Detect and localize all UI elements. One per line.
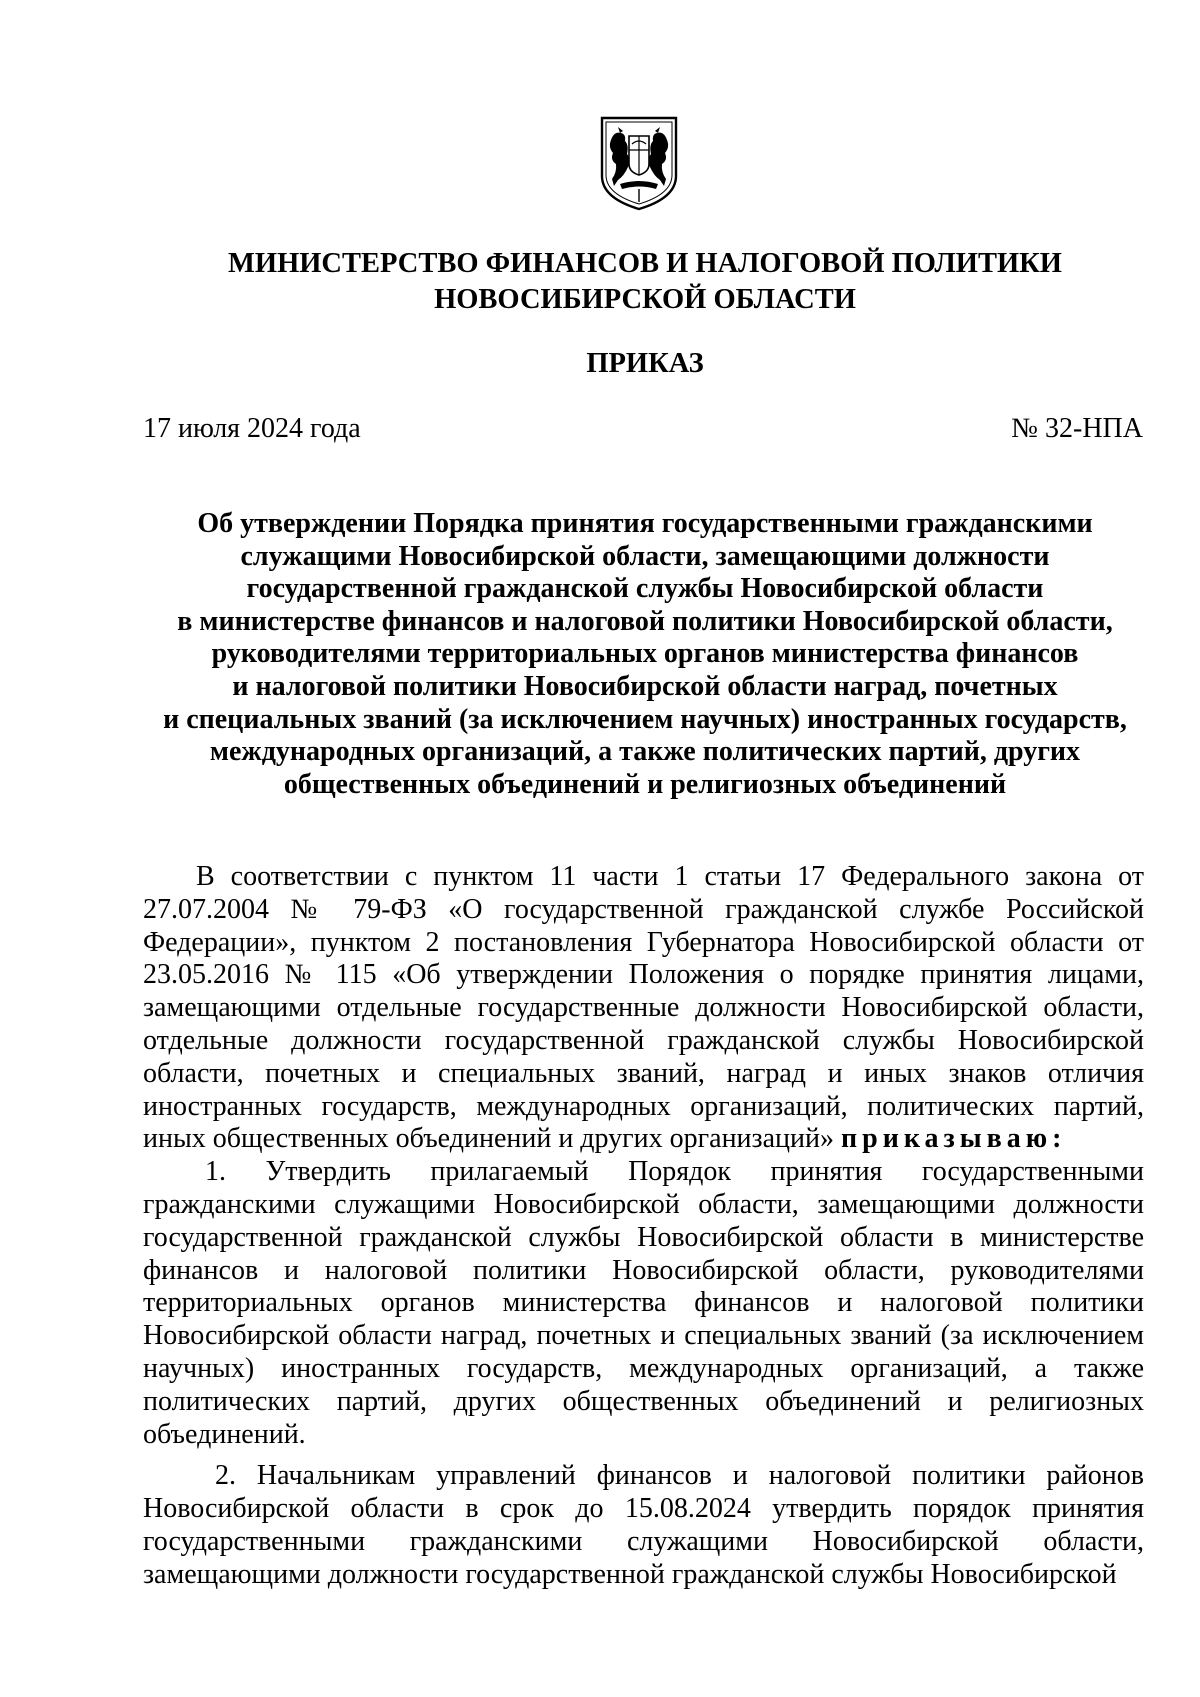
title-line: Об утверждении Порядка принятия государственными гражданскими [197,508,1093,539]
ministry-name [130,246,1160,318]
title-line: общественных объединений и религиозных объединений [283,768,1007,800]
document-date: 17 июля 2024 года [143,413,361,444]
document-type: ПРИКАЗ [586,348,704,379]
item-2-paragraph: 2. Начальникам управлений финансов и налоговой политики районов Новосибирской области в срок до 15.08.2024 утвердить порядок принятия государственными гражданскими служащими Новосибирской области, замещающими должности государственной гражданской службы Новосибирской [143,1460,1144,1590]
title-line: в министерстве финансов и налоговой политики Новосибирской области, [177,605,1113,637]
title-line: и налоговой политики Новосибирской области наград, почетных [232,670,1058,702]
order-word: приказываю: [840,1123,1067,1155]
title-line: государственной гражданской службы Новосибирской области [246,573,1044,605]
title-line: и специальных званий (за исключением научных) иностранных государств, [163,703,1127,735]
item-1-paragraph: 1. Утвердить прилагаемый Порядок принятия государственными гражданскими служащими Новосибирской области, замещающими должности государственной гражданской службы Новосибирской области в министерстве финансов и налоговой политики Новосибирской области, руководителями территориальных органов министерства финансов и налоговой политики Новосибирской области наград, почетных и специальных званий (за исключением научных) иностранных государств, международных организаций, а также политических партий, других общественных объединений и религиозных объединений. [143,1156,1144,1450]
preamble-paragraph [143,861,1144,1156]
ministry-name-line-2: НОВОСИБИРСКОЙ ОБЛАСТИ [434,284,856,315]
title-line: международных организаций, а также политических партий, других [209,736,1081,768]
title-line: руководителями территориальных органов министерства финансов [211,638,1079,670]
document-title [130,508,1160,801]
coat-of-arms-icon [598,114,680,212]
preamble-text: В соответствии с пунктом 11 части 1 статьи 17 Федерального закона от 27.07.2004 № 79-ФЗ «О государственной гражданской службе Российской Федерации», пунктом 2 постановления Губернатора Новосибирской области от 23.05.2016 № 115 «Об утверждении Положения о порядке принятия лицами, замещающими отдельные государственные должности Новосибирской области, отдельные должности государственной гражданской службы Новосибирской области, почетных и специальных званий, наград и иных знаков отличия иностранных государств, международных организаций, политических партий, иных общественных объединений и других организаций» [143,861,1144,1155]
title-line: служащими Новосибирской области, замещающими должности [240,540,1050,572]
document-body [143,861,1144,1592]
ministry-name-line-1: МИНИСТЕРСТВО ФИНАНСОВ И НАЛОГОВОЙ ПОЛИТИКИ [228,248,1062,279]
document-number: № 32-НПА [1011,413,1143,444]
